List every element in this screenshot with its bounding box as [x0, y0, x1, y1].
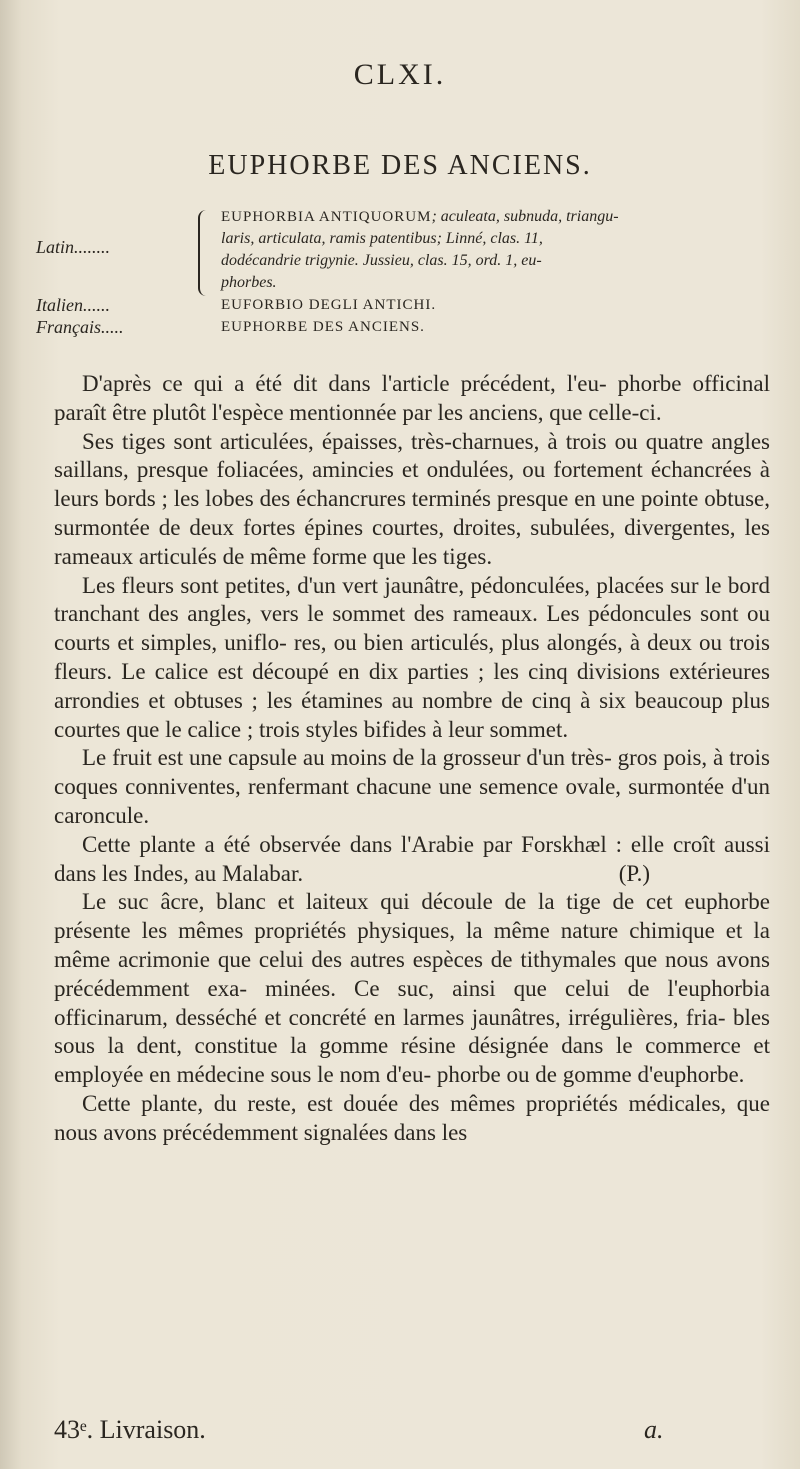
latin-line-3: dodécandrie trigynie. Jussieu, clas. 15, ord. 1, eu-: [221, 252, 542, 269]
italien-value: EUFORBIO DEGLI ANTICHI.: [221, 297, 437, 313]
paragraph: Le suc âcre, blanc et laiteux qui découle de la tige de cet euphorbe présente les mêmes propriétés physiques, la même nature chimique et la même acrimonie que celui des autres espèces de tithymales que nous avons précédemment exa- minées. Ce suc, ainsi que celui de l'euphorbia officinarum, desséché et concrété en larmes jaunâtres, irrégulières, fria- bles sous la dent, constitue la gomme résine désignée dans le commerce et employée en médecine sous le nom d'eu- phorbe ou de gomme d'euphorbe.: [54, 889, 770, 1088]
latin-line-1: EUPHORBIA ANTIQUORUM; aculeata, subnuda, triangu-: [221, 208, 619, 225]
italien-label: Italien......: [36, 295, 110, 315]
paragraph: Ses tiges sont articulées, épaisses, très-charnues, à trois ou quatre angles saillans, presque foliacées, amincies et ondulées, ou fortement échancrées à leurs bords ; les lobes des échancrures terminés presque en une pointe obtuse, surmontée de deux fortes épines courtes, droites, subulées, divergentes, les rameaux articulés de même forme que les tiges.: [54, 428, 770, 569]
page-number: CLXI.: [353, 58, 447, 91]
latin-line-4: phorbes.: [221, 274, 277, 291]
latin-line-2: laris, articulata, ramis patentibus; Linné, clas. 11,: [221, 230, 543, 247]
article-body: [54, 370, 770, 1148]
francais-label: Français.....: [36, 317, 124, 337]
paragraph: Cette plante, du reste, est douée des mêmes propriétés médicales, que nous avons précédemment signalées dans les: [54, 1090, 770, 1145]
latin-label: Latin........: [36, 237, 111, 257]
francais-value: EUPHORBE DES ANCIENS.: [221, 319, 425, 335]
paragraph: Cette plante a été observée dans l'Arabie par Forskhæl : elle croît aussi dans les Indes, au Malabar. (P.): [54, 831, 770, 889]
paragraph: Les fleurs sont petites, d'un vert jaunâtre, pédonculées, placées sur le bord tranchant des angles, vers le sommet des rameaux. Les pédoncules sont ou courts et simples, uniflo- res, ou bien articulés, plus alongés, à deux ou trois fleurs. Le calice est découpé en dix parties ; les cinq divisions extérieures arrondies et obtuses ; les étamines au nombre de cinq à six beaucoup plus courtes que le calice ; trois styles bifides à leur sommet.: [54, 572, 770, 742]
article-title: EUPHORBE DES ANCIENS.: [208, 150, 592, 181]
brace: [198, 210, 210, 296]
livraison-label: 43ᵉ. Livraison.: [54, 1415, 206, 1444]
author-signature: (P.): [618, 860, 650, 886]
paragraph: Le fruit est une capsule au moins de la grosseur d'un très- gros pois, à trois coques conniventes, renfermant chacune une semence ovale, surmontée d'un caroncule.: [54, 745, 770, 828]
signature-mark: a.: [644, 1415, 664, 1444]
paragraph: D'après ce qui a été dit dans l'article précédent, l'eu- phorbe officinal paraît être plutôt l'espèce mentionnée par les anciens, que celle-ci.: [54, 371, 770, 425]
